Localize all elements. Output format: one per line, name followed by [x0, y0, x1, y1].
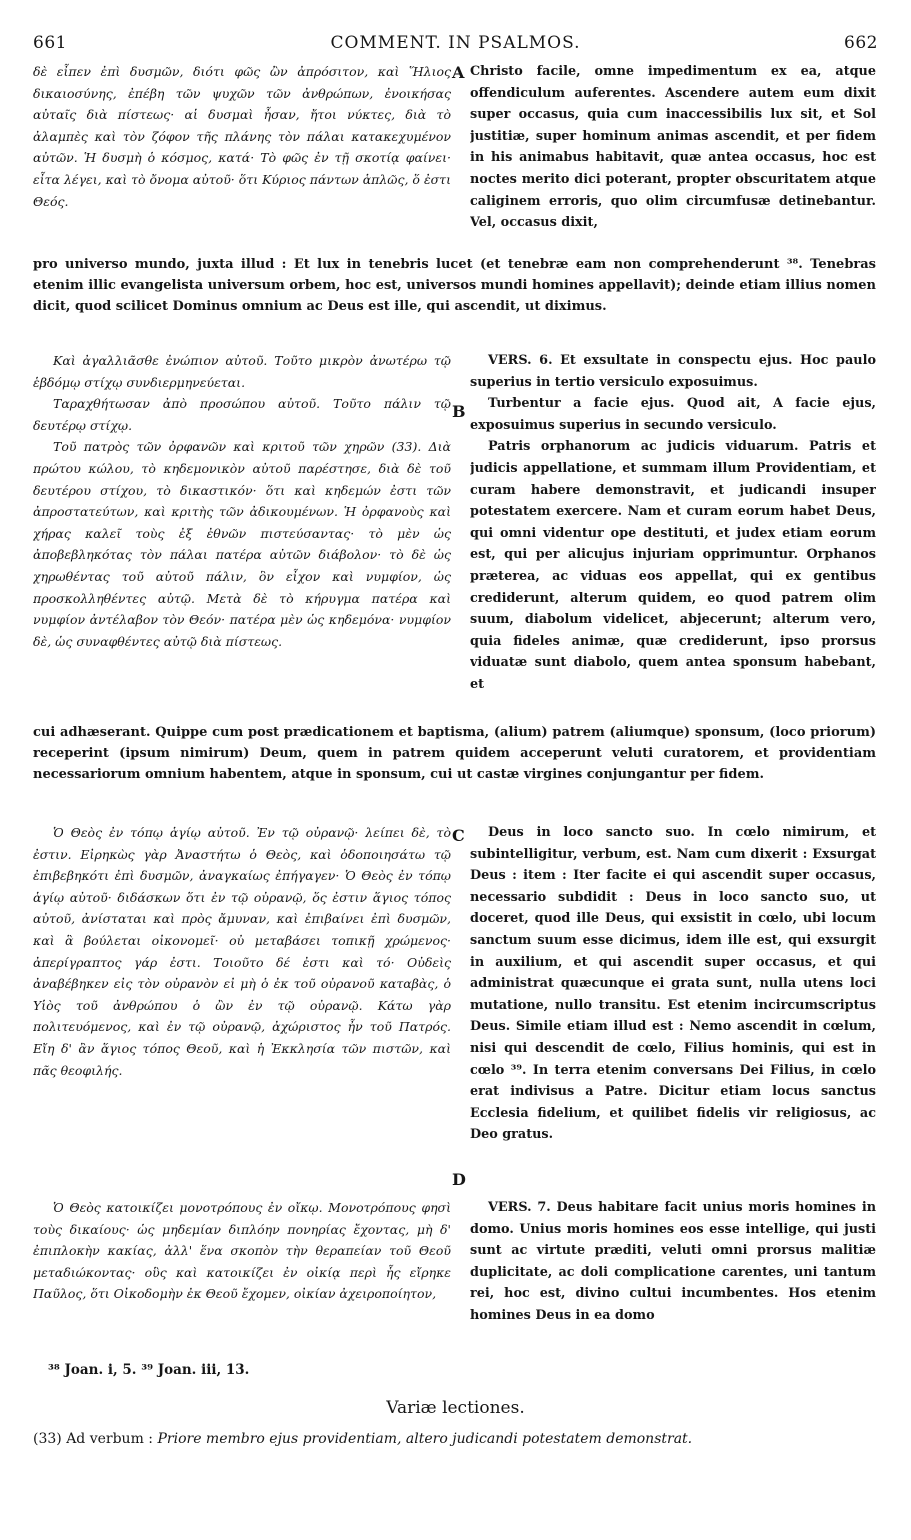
latin-paragraph: cui adhæserant. Quippe cum post prædicationem et baptisma, (alium) patrem (aliumque) sponsum, (loco priorum) receperint (ipsum nimirum) Deum, quem in patrem quidem acceperunt veluti curatorem, et providentiam necessariorum omnium habentem, atque in sponsum, cui ut castæ virgines conjungantur per fidem.	[33, 725, 876, 783]
latin-paragraph: pro universo mundo, juxta illud : Et lux in tenebris lucet (et tenebræ eam non comprehenderunt ³⁸. Tenebras etenim illic evangelista universum orbem, hoc est, universos mundi homines appellavit); deinde etiam illius nomen dicit, quod scilicet Dominus omnium ac Deus est ille, qui ascendit, ut diximus.	[33, 257, 876, 315]
latin-column-block-4	[470, 1197, 876, 1343]
margin-marker-a: A	[452, 63, 465, 82]
latin-paragraph: Deus in loco sancto suo. In cœlo nimirum, et subintelligitur, verbum, est. Nam cum dixerit : Exsurgat Deus : item : Iter facite ei qui ascendit super occasus, necessario subdidit : Deus in loco sancto suo, ut doceret, quod ille Deus, qui exsistit in cœlo, ubi locum sanctum suum esse dicimus, idem ille est, qui exsurgit in auxilium, et qui ascendit super occasus, et qui administrat quæcunque ei grata sunt, nulla utens loci mutatione, nullo transitu. Est etenim incircumscriptus Deus. Simile etiam illud est : Nemo ascendit in cœlum, nisi qui descendit de cœlo, Filius hominis, qui est in cœlo ³⁹. In terra etenim conversans Dei Filius, in cœlo erat indivisus a Patre. Dicitur etiam locus sanctus Ecclesia fidelium, et quilibet fidelis vir religiosus, ac Deo gratus.	[470, 825, 876, 1143]
greek-column-block-1	[33, 61, 451, 255]
full-width-latin-1	[33, 254, 876, 342]
variant-text: Priore membro ejus providentiam, altero judicandi potestatem demonstrat.	[157, 1431, 693, 1447]
greek-column-block-2	[33, 350, 451, 722]
latin-paragraph: Turbentur a facie ejus. Quod ait, A facie ejus, exposuimus superius in secundo versiculo.	[470, 396, 876, 433]
greek-paragraph: δὲ εἶπεν ἐπὶ δυσμῶν, διότι φῶς ὢν ἀπρόσιτον, καὶ Ἥλιος δικαιοσύνης, ἐπέβη τῶν ψυχῶν τῶν ἀνθρώπων, ἐνοικήσας αὐταῖς διὰ πίστεως· αἱ δυσμαὶ ἦσαν, ἤτοι νύκτες, διὰ τὸ ἀλαμπὲς καὶ τὸν ζόφον τῆς πλάνης τὸν πάλαι κατακεχυμένον αὐτῶν. Ἡ δυσμὴ ὁ κόσμος, κατά· Τὸ φῶς ἐν τῇ σκοτίᾳ φαίνει· εἶτα λέγει, καὶ τὸ ὄνομα αὐτοῦ· ὅτι Κύριος πάντων ἁπλῶς, ὅ ἐστι Θεός.	[33, 64, 451, 209]
greek-paragraph: Ὁ Θεὸς ἐν τόπῳ ἁγίῳ αὐτοῦ. Ἐν τῷ οὐρανῷ· λείπει δὲ, τὸ ἐστιν. Εἰρηκὼς γὰρ Ἀναστήτω ὁ Θεὸς, καὶ ὁδοποιησάτω τῷ ἐπιβεβηκότι ἐπὶ δυσμῶν, ἀναγκαίως ἐπήγαγεν· Ὁ Θεὸς ἐν τόπῳ ἁγίῳ αὐτοῦ· διδάσκων ὅτι ἐν τῷ οὐρανῷ, ὅς ἐστιν ἅγιος τόπος αὐτοῦ, ἀνίσταται καὶ πρὸς ἄμυναν, καὶ ἐπιβαίνει ἐπὶ δυσμῶν, καὶ ἃ βούλεται οἰκονομεῖ· οὐ μεταβάσει τοπικῇ χρώμενος· ἀπερίγραπτος γάρ ἐστι. Τοιοῦτο δέ ἐστι καὶ τό· Οὐδεὶς ἀναβέβηκεν εἰς τὸν οὐρανὸν εἰ μὴ ὁ ἐκ τοῦ οὐρανοῦ καταβὰς, ὁ Υἱὸς τοῦ ἀνθρώπου ὁ ὢν ἐν τῷ οὐρανῷ. Κάτω γὰρ πολιτευόμενος, καὶ ἐν τῷ οὐρανῷ, ἀχώριστος ἦν τοῦ Πατρός. Εἴη δ' ἂν ἅγιος τόπος Θεοῦ, καὶ ἡ Ἐκκλησία τῶν πιστῶν, καὶ πᾶς θεοφιλής.	[33, 825, 451, 1078]
page-number-right: 662	[844, 33, 878, 53]
variant-label: (33) Ad verbum :	[33, 1431, 154, 1447]
margin-marker-d: D	[452, 1170, 466, 1189]
greek-column-block-3	[33, 822, 451, 1192]
greek-paragraph: Καὶ ἀγαλλιᾶσθε ἐνώπιον αὐτοῦ. Τοῦτο μικρὸν ἀνωτέρω τῷ ἑβδόμῳ στίχῳ συνδιερμηνεύεται.	[33, 353, 451, 390]
greek-paragraph: Ταραχθήτωσαν ἀπὸ προσώπου αὐτοῦ. Τοῦτο πάλιν τῷ δευτέρῳ στίχῳ.	[33, 396, 451, 433]
variae-lectiones-note	[33, 1431, 876, 1447]
greek-paragraph: Ὁ Θεὸς κατοικίζει μονοτρόπους ἐν οἴκῳ. Μονοτρόπους φησὶ τοὺς δικαίους· ὡς μηδεμίαν διπλόην πονηρίας ἔχοντας, μὴ δ' ἐπιπλοκὴν κακίας, ἀλλ' ἕνα σκοπὸν τὴν θεραπείαν τοῦ Θεοῦ μεταδιώκοντας· οὓς καὶ κατοικίζει ἐν οἰκίᾳ περὶ ἧς εἴρηκε Παῦλος, ὅτι Οἰκοδομὴν ἐκ Θεοῦ ἔχομεν, οἰκίαν ἀχειροποίητον,	[33, 1200, 451, 1302]
running-title: COMMENT. IN PSALMOS.	[330, 33, 581, 53]
latin-paragraph: Christo facile, omne impedimentum ex ea, atque offendiculum auferentes. Ascendere autem eum dixit super occasus, quia cum inaccessibilis lux sit, et Sol justitiæ, super hominum animas ascendit, et per fidem in his animabus habitavit, quæ antea occasus, hoc est noctes merito dici poterant, propter obscuritatem atque caliginem erroris, quo olim circumfusæ detinebantur. Vel, occasus dixit,	[470, 64, 876, 231]
variae-lectiones-title: Variæ lectiones.	[386, 1398, 525, 1418]
margin-marker-b: B	[452, 402, 466, 421]
footnotes: ³⁸ Joan. i, 5. ³⁹ Joan. iii, 13.	[48, 1362, 250, 1378]
margin-marker-c: C	[452, 826, 465, 845]
full-width-latin-2	[33, 722, 876, 816]
latin-paragraph: VERS. 7. Deus habitare facit unius moris homines in domo. Unius moris homines eos esse intellige, qui justi sunt ac virtute præditi, veluti omni prorsus malitiæ duplicitate, ac doli complicatione carentes, uni tantum rei, hoc est, divino cultui incumbentes. Hos etenim homines Deus in ea domo	[470, 1200, 876, 1323]
greek-paragraph: Τοῦ πατρὸς τῶν ὀρφανῶν καὶ κριτοῦ τῶν χηρῶν (33). Διὰ πρώτου κώλου, τὸ κηδεμονικὸν αὐτοῦ παρέστησε, διὰ δὲ τοῦ δευτέρου στίχου, τὸ δικαστικόν· ὅτι καὶ κηδεμών ἐστι τῶν ἀπροστατεύτων, καὶ κριτὴς τῶν ἀδικουμένων. Ἡ ὀρφανοὺς καὶ χήρας καλεῖ τοὺς ἐξ ἐθνῶν πιστεύσαντας· τὸ μὲν ὡς ἀποβεβληκότας τὸν πάλαι πατέρα αὐτῶν διάβολον· τὸ δὲ ὡς χηρωθέντας τοῦ αὐτοῦ πάλιν, ὃν εἶχον καὶ νυμφίον, ὡς προσκολληθέντες αὐτῷ. Μετὰ δὲ τὸ κήρυγμα πατέρα καὶ νυμφίον ἀντέλαβον τὸν Θεόν· πατέρα μὲν ὡς κηδεμόνα· νυμφίον δὲ, ὡς συναφθέντες αὐτῷ διὰ πίστεως.	[33, 439, 451, 649]
latin-paragraph: Patris orphanorum ac judicis viduarum. Patris et judicis appellatione, et summam illum Providentiam, et curam habere demonstravit, et judicandi insuper potestatem exercere. Nam et curam eorum habet Deus, qui omni videntur ope destituti, et judex etiam eorum est, qui per alicujus injuriam opprimuntur. Orphanos præterea, ac viduas eos appellat, qui ex gentibus crediderunt, alterum quidem, eo quod patrem olim suum, diabolum videlicet, abjecerunt; alterum vero, quia fideles animæ, quæ crediderunt, ipso prorsus viduatæ sunt diabolo, quem antea sponsum habebant, et	[470, 439, 876, 692]
greek-column-block-4	[33, 1197, 451, 1343]
latin-column-block-1	[470, 61, 876, 255]
latin-column-block-2	[470, 350, 876, 722]
latin-column-block-3	[470, 822, 876, 1192]
latin-paragraph: VERS. 6. Et exsultate in conspectu ejus. Hoc paulo superius in tertio versiculo exposuimus.	[470, 353, 876, 390]
page-number-left: 661	[33, 33, 67, 53]
